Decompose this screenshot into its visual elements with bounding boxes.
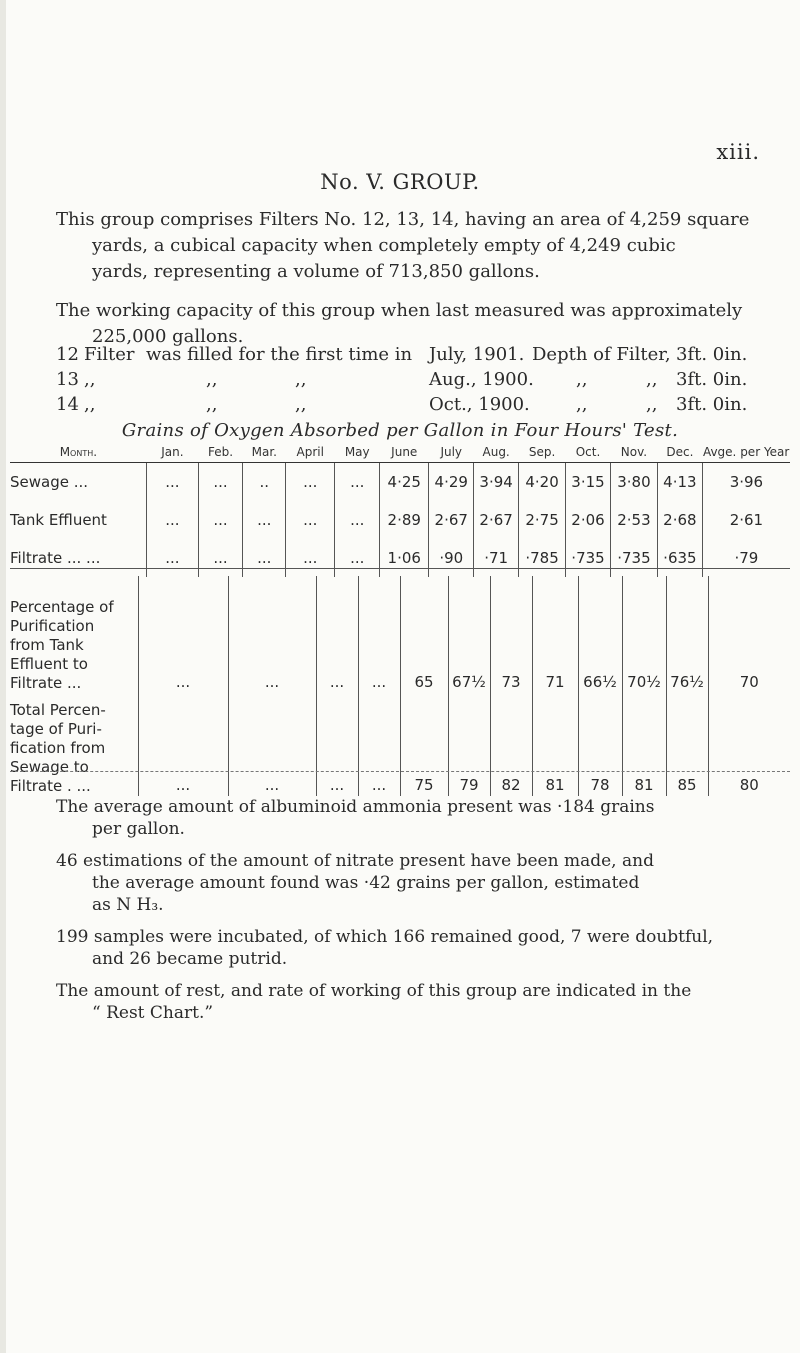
table-cell: ... [198,539,243,577]
purification-table [10,576,790,796]
table-cell: ... [243,501,286,539]
column-header: Oct. [566,446,611,463]
row-label-line: Total Percen- [10,701,106,719]
note-line: “ Rest Chart.” [92,1003,214,1023]
ditto-mark: ,, [576,369,588,390]
ditto-mark: ,, [295,394,307,415]
intro-line: 225,000 gallons. [92,326,244,347]
note-line: 46 estimations of the amount of nitrate present have been made, and [56,851,654,871]
table-cell: ·735 [566,539,611,577]
row-label-line: from Tank [10,636,84,654]
table-cell: ... [335,539,380,577]
filled-date: Oct., 1900. [429,394,530,415]
table-cell: 75 [400,693,448,796]
table-cell: ... [335,463,380,502]
table-cell: ... [198,463,243,502]
depth-value: 3ft. 0in. [676,369,748,390]
table-header-row [10,446,790,463]
table-cell: ... [138,693,228,796]
row-label-line: Percentage of [10,598,114,616]
table-cell: 66½ [578,576,622,693]
table-cell: ... [316,576,358,693]
table-cell: 2·61 [729,511,764,529]
table-title: Grains of Oxygen Absorbed per Gallon in Four Hours' Test. [121,420,679,441]
ditto-mark: ,, [84,394,96,415]
row-label-line: Filtrate ... [10,674,82,692]
group-heading: No. V. GROUP. [320,170,480,194]
row-label: Tank Effluent [10,501,147,539]
column-header: Feb. [198,446,243,463]
page-number: xiii. [716,140,760,164]
note-line: and 26 became putrid. [92,949,288,969]
row-label: Filtrate ... ... [10,539,147,577]
table-cell: ... [147,463,198,502]
table-cell: 79 [448,693,490,796]
ditto-mark: ,, [295,369,307,390]
table-cell: ... [286,463,335,502]
row-label-line: Filtrate . ... [10,777,91,795]
table-cell: ... [147,501,198,539]
column-header: June [380,446,429,463]
table-row [10,501,790,539]
table-cell: ·735 [610,539,657,577]
filled-date: Aug., 1900. [429,369,534,390]
column-header: Avge. per Year [702,446,790,463]
row-label-line: Sewage to [10,758,89,776]
oxygen-absorbed-table [10,446,790,577]
table-cell: ... [228,576,316,693]
column-header: May [335,446,380,463]
table-cell: ... [358,693,400,796]
table-cell: ... [138,576,228,693]
row-label-line: fication from [10,739,106,757]
table-cell: 2·89 [380,501,429,539]
table-cell: ... [198,501,243,539]
column-header: Mar. [243,446,286,463]
table-dashed-rule [10,771,790,772]
table-row [10,463,790,502]
table-cell: ·90 [429,539,474,577]
table-cell: 4·13 [657,463,702,502]
table-cell: 85 [666,693,708,796]
table-cell: 73 [490,576,532,693]
table-cell: 82 [490,693,532,796]
note-line: per gallon. [92,819,185,839]
table-cell: 2·68 [657,501,702,539]
table-cell: 67½ [448,576,490,693]
ditto-mark: ,, [206,394,218,415]
intro-line: The working capacity of this group when last measured was approximately [56,300,743,321]
table-cell: 2·67 [474,501,519,539]
table-cell: 3·15 [566,463,611,502]
table-cell: 3·80 [610,463,657,502]
table-row [10,693,790,796]
intro-line: yards, a cubical capacity when completely empty of 4,249 cubic [92,235,676,256]
table-cell: ·79 [734,549,759,567]
table-cell: 4·29 [429,463,474,502]
table-cell: .. [243,463,286,502]
table-cell: 2·53 [610,501,657,539]
table-cell: ... [228,693,316,796]
ditto-mark: ,, [646,394,658,415]
table-cell: 81 [532,693,578,796]
row-label-line: Effluent to [10,655,88,673]
table-cell: 4·25 [380,463,429,502]
table-cell: ·635 [657,539,702,577]
table-cell: ... [335,501,380,539]
depth-value: 3ft. 0in. [676,344,748,365]
table-cell: 2·75 [519,501,566,539]
table-cell: 80 [739,776,759,794]
page-edge [0,0,6,1353]
column-header: Nov. [610,446,657,463]
row-label-line: tage of Puri- [10,720,102,738]
table-cell: 3·96 [729,473,764,491]
note-rest-chart [56,980,756,1024]
column-header: Aug. [474,446,519,463]
intro-line: This group comprises Filters No. 12, 13, 14, having an area of 4,259 square [56,209,750,230]
note-line: The average amount of albuminoid ammonia present was ·184 grains [56,797,655,817]
column-header: Dec. [657,446,702,463]
note-nitrate [56,850,756,916]
table-row [10,576,790,693]
table-cell: ... [286,539,335,577]
row-label [10,693,138,796]
table-cell: 70½ [622,576,666,693]
ditto-mark: ,, [646,369,658,390]
table-cell: ... [243,539,286,577]
column-header: Sep. [519,446,566,463]
note-incubation [56,926,756,970]
table-cell: 81 [622,693,666,796]
table-cell: ... [316,693,358,796]
ditto-mark: ,, [576,394,588,415]
table-row [10,539,790,577]
filter-number: 14 [56,394,79,415]
table-cell: ... [358,576,400,693]
column-header: Month. [10,446,147,463]
table-cell: 2·06 [566,501,611,539]
ditto-mark: ,, [206,369,218,390]
row-label: Sewage ... [10,463,147,502]
column-header: July [429,446,474,463]
note-line: 199 samples were incubated, of which 166 remained good, 7 were doubtful, [56,927,714,947]
note-line: as N H₃. [92,895,164,915]
row-label [10,576,138,693]
table-rule [10,568,790,569]
intro-paragraph-1 [56,207,756,285]
table-cell: 70 [739,673,759,691]
table-cell: 71 [532,576,578,693]
depth-label: Depth of Filter, [532,344,671,365]
table-cell: ·71 [474,539,519,577]
filled-text: was filled for the first time in [146,344,413,365]
column-header: April [286,446,335,463]
table-cell: 3·94 [474,463,519,502]
ditto-mark: ,, [84,369,96,390]
row-label-line: Purification [10,617,95,635]
filter-word: Filter [84,344,135,365]
table-cell: 78 [578,693,622,796]
table-cell: 2·67 [429,501,474,539]
table-cell: 65 [400,576,448,693]
filter-number: 12 [56,344,79,365]
depth-value: 3ft. 0in. [676,394,748,415]
column-header: Jan. [147,446,198,463]
table-cell: ... [147,539,198,577]
table-cell: ·785 [519,539,566,577]
intro-line: yards, representing a volume of 713,850 gallons. [92,261,540,282]
note-line: The amount of rest, and rate of working of this group are indicated in the [56,981,692,1001]
table-cell: ... [286,501,335,539]
filter-number: 13 [56,369,79,390]
table-cell: 1·06 [380,539,429,577]
note-line: the average amount found was ·42 grains per gallon, estimated [92,873,640,893]
table-cell: 4·20 [519,463,566,502]
table-cell: 76½ [666,576,708,693]
intro-paragraph-2 [56,298,756,350]
note-ammonia [56,796,756,840]
filled-date: July, 1901. [429,344,525,365]
